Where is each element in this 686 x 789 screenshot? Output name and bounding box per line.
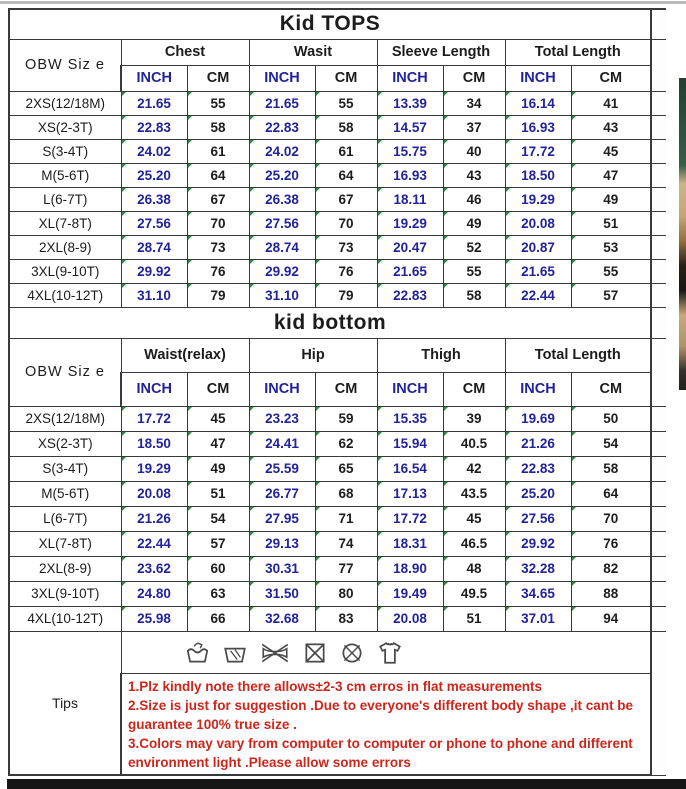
size-label: 3XL(9-10T) [9, 582, 121, 607]
cm-value: 58 [187, 116, 249, 140]
unit-header-inch: INCH [121, 373, 187, 407]
cm-value: 82 [571, 557, 651, 582]
cm-value: 40 [443, 140, 505, 164]
size-label: L(6-7T) [9, 507, 121, 532]
inch-value: 16.93 [505, 116, 571, 140]
unit-header-cm: CM [315, 66, 377, 92]
tips-line-1: 1.Plz kindly note there allows±2-3 cm erros in flat measurements [128, 678, 543, 694]
unit-header-cm: CM [315, 373, 377, 407]
cm-value: 61 [187, 140, 249, 164]
cm-value: 55 [187, 92, 249, 116]
cropped-cell [651, 308, 666, 339]
inch-value: 27.56 [249, 212, 315, 236]
inch-value: 25.98 [121, 607, 187, 632]
cm-value: 58 [315, 116, 377, 140]
size-label: 3XL(9-10T) [9, 260, 121, 284]
table-row [9, 407, 666, 432]
table-row [9, 632, 666, 674]
inch-value: 18.11 [377, 188, 443, 212]
cm-value: 59 [315, 407, 377, 432]
cm-value: 79 [187, 284, 249, 308]
inch-value: 15.75 [377, 140, 443, 164]
inch-value: 22.44 [505, 284, 571, 308]
cropped-cell [651, 40, 666, 92]
tops-title: Kid TOPS [9, 9, 651, 40]
inch-value: 29.92 [121, 260, 187, 284]
inch-value: 21.65 [121, 92, 187, 116]
unit-header-cm: CM [187, 66, 249, 92]
column-group-waist-relax: Waist(relax) [121, 339, 249, 373]
inch-value: 15.94 [377, 432, 443, 457]
inch-value: 15.35 [377, 407, 443, 432]
table-row [9, 507, 666, 532]
cm-value: 67 [187, 188, 249, 212]
cm-value: 43 [571, 116, 651, 140]
inch-value: 21.65 [249, 92, 315, 116]
inch-value: 19.29 [121, 457, 187, 482]
unit-header-cm: CM [571, 373, 651, 407]
inch-value: 22.44 [121, 532, 187, 557]
table-row [9, 532, 666, 557]
table-row [9, 557, 666, 582]
cm-value: 80 [315, 582, 377, 607]
inch-value: 24.02 [121, 140, 187, 164]
cropped-cell [651, 92, 666, 116]
cm-value: 49.5 [443, 582, 505, 607]
inch-value: 16.54 [377, 457, 443, 482]
cm-value: 61 [315, 140, 377, 164]
cm-value: 65 [315, 457, 377, 482]
cropped-cell [651, 164, 666, 188]
unit-header-inch: INCH [505, 66, 571, 92]
inch-value: 20.47 [377, 236, 443, 260]
size-chart-table [8, 8, 666, 776]
inch-value: 28.74 [121, 236, 187, 260]
table-row [9, 116, 666, 140]
cm-value: 71 [315, 507, 377, 532]
unit-header-cm: CM [443, 373, 505, 407]
cm-value: 94 [571, 607, 651, 632]
cropped-cell [651, 582, 666, 607]
tips-text [128, 677, 642, 772]
cropped-cell [651, 432, 666, 457]
unit-header-cm: CM [187, 373, 249, 407]
bottom-header [9, 339, 666, 407]
cm-value: 64 [571, 482, 651, 507]
inch-value: 31.50 [249, 582, 315, 607]
inch-value: 20.08 [121, 482, 187, 507]
cm-value: 55 [443, 260, 505, 284]
inch-value: 22.83 [505, 457, 571, 482]
cm-value: 57 [187, 532, 249, 557]
cm-value: 51 [187, 482, 249, 507]
cm-value: 41 [571, 92, 651, 116]
inch-value: 21.26 [121, 507, 187, 532]
do-not-wring-icon [259, 640, 291, 666]
table-row [9, 432, 666, 457]
cm-value: 51 [443, 607, 505, 632]
cm-value: 77 [315, 557, 377, 582]
cm-value: 45 [187, 407, 249, 432]
inch-value: 32.68 [249, 607, 315, 632]
cm-value: 60 [187, 557, 249, 582]
cropped-cell [651, 212, 666, 236]
inch-value: 24.41 [249, 432, 315, 457]
bottom-title-section [9, 308, 666, 339]
size-label: XL(7-8T) [9, 212, 121, 236]
inch-value: 20.08 [377, 607, 443, 632]
size-column-header: OBW Siz e [9, 40, 121, 92]
cm-value: 43 [443, 164, 505, 188]
inch-value: 17.72 [377, 507, 443, 532]
cm-value: 58 [571, 457, 651, 482]
table-row [9, 260, 666, 284]
inch-value: 18.90 [377, 557, 443, 582]
care-icons [184, 640, 404, 666]
inch-value: 31.10 [121, 284, 187, 308]
unit-header-inch: INCH [505, 373, 571, 407]
inch-value: 16.14 [505, 92, 571, 116]
unit-header-cm: CM [443, 66, 505, 92]
column-group-chest: Chest [121, 40, 249, 66]
size-label: 2XS(12/18M) [9, 407, 121, 432]
machine-wash-icon [222, 640, 248, 666]
cm-value: 76 [571, 532, 651, 557]
cm-value: 46.5 [443, 532, 505, 557]
inch-value: 17.72 [121, 407, 187, 432]
cropped-cell [651, 407, 666, 432]
inch-value: 29.13 [249, 532, 315, 557]
inch-value: 17.72 [505, 140, 571, 164]
unit-header-inch: INCH [377, 373, 443, 407]
inch-value: 22.83 [121, 116, 187, 140]
cm-value: 74 [315, 532, 377, 557]
size-label: 2XL(8-9) [9, 557, 121, 582]
inch-value: 17.13 [377, 482, 443, 507]
unit-header-cm: CM [571, 66, 651, 92]
cm-value: 55 [315, 92, 377, 116]
product-photo-edge [679, 78, 686, 390]
inch-value: 24.80 [121, 582, 187, 607]
cm-value: 45 [443, 507, 505, 532]
cm-value: 73 [187, 236, 249, 260]
cm-value: 49 [571, 188, 651, 212]
tips-text-cell [121, 674, 651, 776]
cm-value: 47 [187, 432, 249, 457]
unit-header-inch: INCH [249, 66, 315, 92]
cropped-cell [651, 507, 666, 532]
unit-header-inch: INCH [377, 66, 443, 92]
cm-value: 46 [443, 188, 505, 212]
size-label: 2XS(12/18M) [9, 92, 121, 116]
top-crop-edge [0, 1, 686, 4]
cm-value: 39 [443, 407, 505, 432]
inch-value: 20.87 [505, 236, 571, 260]
inch-value: 18.31 [377, 532, 443, 557]
cm-value: 67 [315, 188, 377, 212]
cm-value: 37 [443, 116, 505, 140]
cm-value: 55 [571, 260, 651, 284]
table-row [9, 308, 666, 339]
tops-header [9, 40, 666, 92]
cm-value: 70 [187, 212, 249, 236]
cm-value: 70 [571, 507, 651, 532]
cm-value: 73 [315, 236, 377, 260]
cm-value: 88 [571, 582, 651, 607]
table-row [9, 92, 666, 116]
size-label: XS(2-3T) [9, 116, 121, 140]
inch-value: 26.38 [249, 188, 315, 212]
inch-value: 22.83 [377, 284, 443, 308]
table-row [9, 607, 666, 632]
inch-value: 21.26 [505, 432, 571, 457]
size-label: XS(2-3T) [9, 432, 121, 457]
table-row [9, 284, 666, 308]
cropped-cell [651, 116, 666, 140]
inch-value: 18.50 [121, 432, 187, 457]
inch-value: 25.20 [505, 482, 571, 507]
table-row [9, 582, 666, 607]
tips-line-2: 2.Size is just for suggestion .Due to everyone's different body shape ,it cant be guarantee 100% true size . [128, 697, 634, 732]
cropped-cell [651, 140, 666, 164]
cm-value: 42 [443, 457, 505, 482]
cm-value: 49 [443, 212, 505, 236]
column-group-sleeve-length: Sleeve Length [377, 40, 505, 66]
cm-value: 40.5 [443, 432, 505, 457]
cm-value: 34 [443, 92, 505, 116]
table-row [9, 236, 666, 260]
table-row [9, 140, 666, 164]
inch-value: 28.74 [249, 236, 315, 260]
inch-value: 26.77 [249, 482, 315, 507]
inch-value: 25.20 [121, 164, 187, 188]
care-icons-cell [121, 632, 651, 674]
cropped-cell [651, 557, 666, 582]
column-group-total-length: Total Length [505, 40, 651, 66]
size-label: M(5-6T) [9, 482, 121, 507]
cropped-cell [651, 457, 666, 482]
cropped-cell [651, 284, 666, 308]
tops-title-section [9, 9, 666, 40]
bottom-data-rows [9, 407, 666, 632]
cm-value: 79 [315, 284, 377, 308]
table-row [9, 212, 666, 236]
table-row [9, 457, 666, 482]
size-label: L(6-7T) [9, 188, 121, 212]
hand-wash-icon [184, 640, 211, 666]
tops-data-rows [9, 92, 666, 308]
table-row [9, 339, 666, 373]
bottom-crop-bar [7, 779, 686, 789]
cropped-cell [651, 236, 666, 260]
inch-value: 27.56 [505, 507, 571, 532]
size-label: S(3-4T) [9, 140, 121, 164]
inch-value: 27.56 [121, 212, 187, 236]
inch-value: 20.08 [505, 212, 571, 236]
cropped-cell [651, 532, 666, 557]
bottom-title: kid bottom [9, 308, 651, 339]
cm-value: 62 [315, 432, 377, 457]
cm-value: 45 [571, 140, 651, 164]
inch-value: 24.02 [249, 140, 315, 164]
inch-value: 25.20 [249, 164, 315, 188]
cropped-cell [651, 339, 666, 407]
column-group-total-length: Total Length [505, 339, 651, 373]
inch-value: 25.59 [249, 457, 315, 482]
column-group-waist: Wasit [249, 40, 377, 66]
size-chart [8, 8, 666, 776]
inch-value: 30.31 [249, 557, 315, 582]
cropped-cell [651, 482, 666, 507]
cm-value: 53 [571, 236, 651, 260]
cm-value: 54 [571, 432, 651, 457]
inch-value: 26.38 [121, 188, 187, 212]
table-row [9, 9, 666, 40]
inch-value: 29.92 [249, 260, 315, 284]
cropped-cell [651, 260, 666, 284]
tips-line-3: 3.Colors may vary from computer to computer or phone to phone and different environment light .Please allow some errors [128, 735, 633, 770]
inch-value: 22.83 [249, 116, 315, 140]
column-group-thigh: Thigh [377, 339, 505, 373]
cm-value: 48 [443, 557, 505, 582]
cm-value: 68 [315, 482, 377, 507]
inch-value: 13.39 [377, 92, 443, 116]
do-not-tumble-dry-icon [302, 640, 328, 666]
inch-value: 32.28 [505, 557, 571, 582]
cm-value: 52 [443, 236, 505, 260]
inch-value: 31.10 [249, 284, 315, 308]
inch-value: 19.49 [377, 582, 443, 607]
table-row [9, 164, 666, 188]
inch-value: 27.95 [249, 507, 315, 532]
cm-value: 76 [187, 260, 249, 284]
cm-value: 47 [571, 164, 651, 188]
unit-header-inch: INCH [249, 373, 315, 407]
cropped-cell [651, 188, 666, 212]
do-not-dry-clean-icon [339, 640, 365, 666]
cm-value: 76 [315, 260, 377, 284]
cm-value: 43.5 [443, 482, 505, 507]
size-label: XL(7-8T) [9, 532, 121, 557]
cropped-cell [651, 9, 666, 40]
inch-value: 23.62 [121, 557, 187, 582]
size-label: 4XL(10-12T) [9, 607, 121, 632]
unit-header-inch: INCH [121, 66, 187, 92]
t-shirt-icon [376, 640, 404, 666]
cm-value: 63 [187, 582, 249, 607]
cm-value: 50 [571, 407, 651, 432]
cropped-cell [651, 607, 666, 632]
cm-value: 64 [187, 164, 249, 188]
cm-value: 83 [315, 607, 377, 632]
column-group-hip: Hip [249, 339, 377, 373]
table-row [9, 188, 666, 212]
size-label: M(5-6T) [9, 164, 121, 188]
inch-value: 16.93 [377, 164, 443, 188]
size-column-header: OBW Siz e [9, 339, 121, 407]
cm-value: 58 [443, 284, 505, 308]
size-label: 4XL(10-12T) [9, 284, 121, 308]
table-row [9, 40, 666, 66]
cm-value: 51 [571, 212, 651, 236]
cm-value: 57 [571, 284, 651, 308]
cm-value: 70 [315, 212, 377, 236]
cm-value: 66 [187, 607, 249, 632]
cropped-cell [651, 632, 666, 776]
inch-value: 19.29 [505, 188, 571, 212]
table-row [9, 482, 666, 507]
size-label: 2XL(8-9) [9, 236, 121, 260]
inch-value: 29.92 [505, 532, 571, 557]
size-label: S(3-4T) [9, 457, 121, 482]
inch-value: 21.65 [377, 260, 443, 284]
inch-value: 21.65 [505, 260, 571, 284]
cm-value: 49 [187, 457, 249, 482]
inch-value: 23.23 [249, 407, 315, 432]
inch-value: 19.69 [505, 407, 571, 432]
inch-value: 14.57 [377, 116, 443, 140]
cm-value: 54 [187, 507, 249, 532]
inch-value: 34.65 [505, 582, 571, 607]
tips-section [9, 632, 666, 776]
inch-value: 19.29 [377, 212, 443, 236]
cm-value: 64 [315, 164, 377, 188]
inch-value: 37.01 [505, 607, 571, 632]
tips-label: Tips [9, 632, 121, 776]
inch-value: 18.50 [505, 164, 571, 188]
